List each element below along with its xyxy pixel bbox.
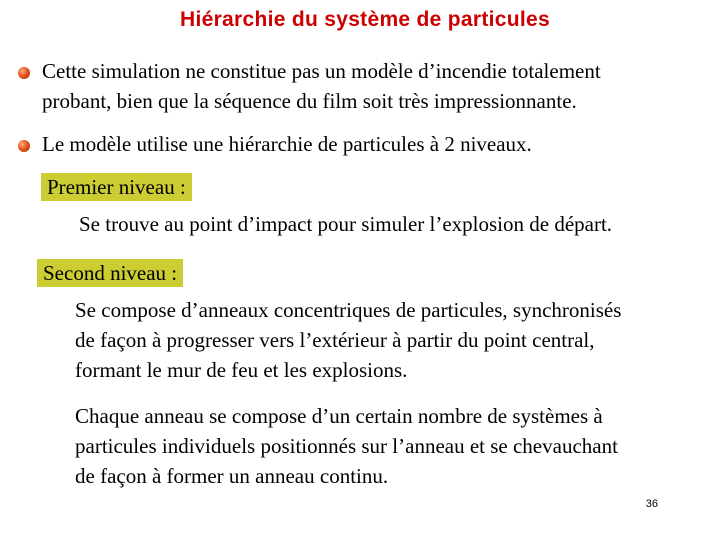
page-number: 36 [645, 498, 658, 510]
slide-title: Hiérarchie du système de particules [180, 8, 550, 31]
level2-text-line: formant le mur de feu et les explosions. [75, 358, 408, 382]
paragraph-line: Chaque anneau se compose d’un certain nombre de systèmes à [75, 404, 603, 428]
level2-label: Second niveau : [37, 259, 183, 287]
level2-text-line: de façon à progresser vers l’extérieur à partir du point central, [75, 328, 595, 352]
bullet-icon [18, 67, 30, 79]
level1-label: Premier niveau : [41, 173, 192, 201]
bullet-text-line: Cette simulation ne constitue pas un modèle d’incendie totalement [42, 59, 601, 83]
bullet-icon [18, 140, 30, 152]
bullet-text-line: Le modèle utilise une hiérarchie de particules à 2 niveaux. [42, 132, 532, 156]
paragraph-line: particules individuels positionnés sur l’anneau et se chevauchant [75, 434, 618, 458]
bullet-text-line: probant, bien que la séquence du film soit très impressionnante. [42, 89, 577, 113]
level2-text-line: Se compose d’anneaux concentriques de particules, synchronisés [75, 298, 622, 322]
level1-text: Se trouve au point d’impact pour simuler l’explosion de départ. [79, 212, 613, 236]
paragraph-line: de façon à former un anneau continu. [75, 464, 389, 488]
